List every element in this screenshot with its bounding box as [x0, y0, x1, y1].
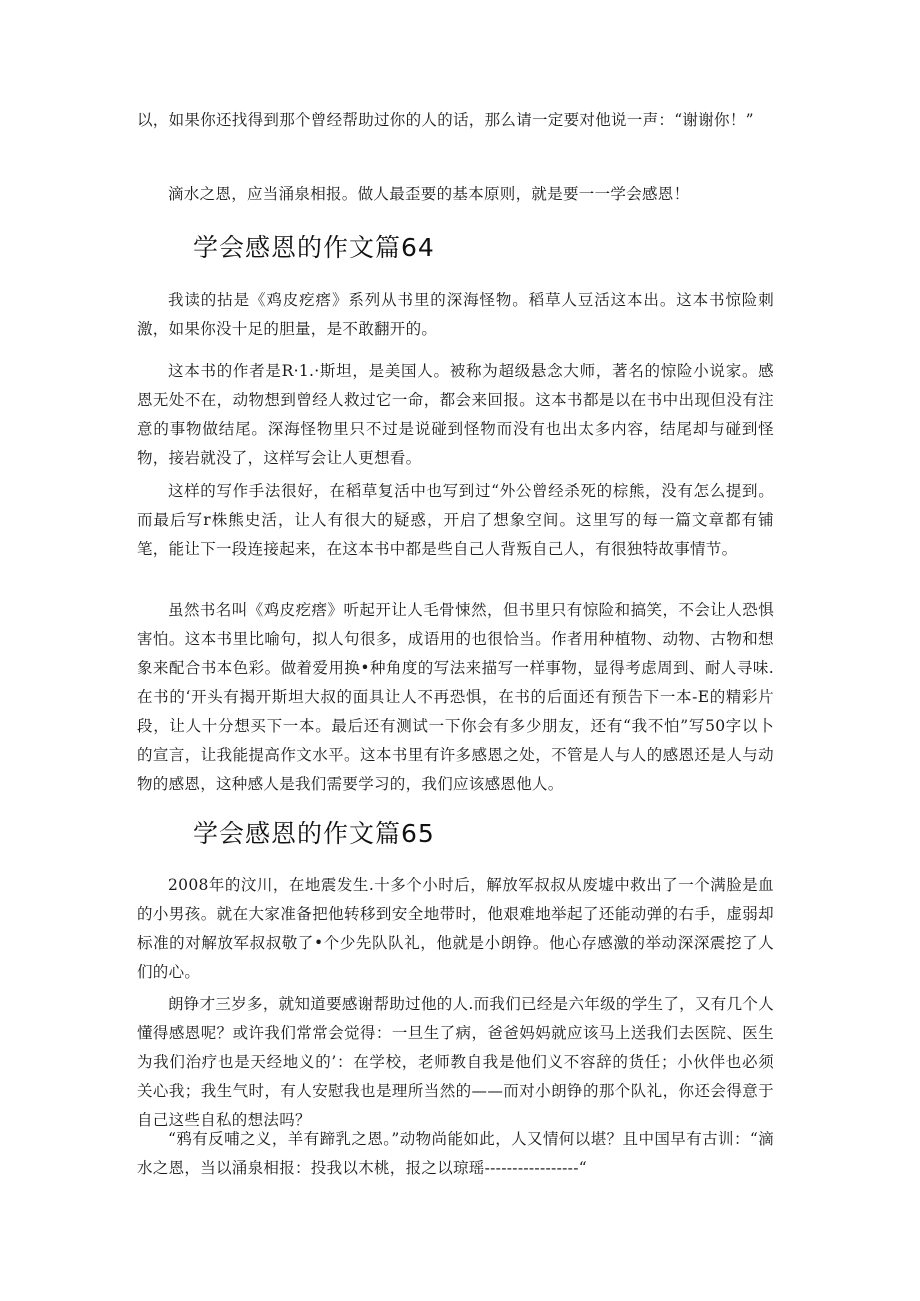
intro-paragraph-2: 滴水之恩，应当涌泉相报。做人最歪要的基本原则，就是要一一学会感恩！: [168, 185, 690, 203]
section-65-paragraph-2: 朗铮才三岁多，就知道要感谢帮助过他的人.而我们已经是六年级的学生了，又有几个人懂得感恩呢？或许我们常常会觉得：一旦生了病，爸爸妈妈就应该马上送我们去医院、医生为我们治疗也是天经地义的’：在学校，老师教自我是他们义不容辞的货任；小伙伴也必须关心我；我生气时，有人安慰我也是理所当然的——而对小朗铮的那个队礼，你还会得意于自己这些自私的想法吗？: [137, 995, 774, 1129]
section-64-paragraph-4: 虽然书名叫《鸡皮疙瘩》听起开让人毛骨悚然，但书里只有惊险和搞笑，不会让人恐惧害怕。这本书里比喻句，拟人句很多，成语用的也很恰当。作者用种植物、动物、古物和想象来配合书本色彩。做着爱用换•种角度的写法来描写一样事物，显得考虑周到、耐人寻味.在书的‘开头有揭开斯坦大叔的面具让人不再恐惧，在书的后面还有预告下一本-E的精彩片段，让人十分想买下一本。最后还有测试一下你会有多少朋友，还有“我不怕”写50字以卜的宣言，让我能提高作文水平。这本书里有许多感恩之处，不管是人与人的感恩还是人与动物的感恩，这种感人是我们需要学习的，我们应该感恩他人。: [137, 601, 774, 793]
section-65-paragraph-3: “鸦有反哺之义，羊有蹄乳之恩。”动物尚能如此，人又情何以堪？且中国早有古训：“滴水之恩，当以涌泉相报：投我以木桃，报之以琼瑶-----------------“: [137, 1130, 774, 1177]
section-64-paragraph-2: 这本书的作者是R·1.·斯坦，是美国人。被称为超级悬念大师，著名的惊险小说家。感恩无处不在，动物想到曾经人救过它一命，都会来回报。这本书都是以在书中出现但没有注意的事物做结尾。深海怪物里只不过是说碰到怪物而没有也出太多内容，结尾却与碰到怪物，接岩就没了，这样写会让人更想看。: [137, 362, 774, 467]
intro-paragraph-1: 以，如果你还找得到那个曾经帮助过你的人的话，那么请一定要对他说一声：“谢谢你！”: [137, 111, 754, 129]
section-65-title: 学会感恩的作文篇65: [193, 819, 435, 848]
section-64-paragraph-3: 这样的写作手法很好，在稻草复活中也写到过“外公曾经杀死的棕熊，没有怎么提到。而最后写r株熊史活，让人有很大的疑惑，开启了想象空间。这里写的每一篇文章都有铺笔，能让下一段连接起来，在这本书中都是些自己人背叛自己人，有很独特故事情节。: [137, 482, 774, 558]
section-64-title: 学会感恩的作文篇64: [193, 233, 435, 262]
section-65-paragraph-1: 2008年的汶川，在地震发生.十多个小时后，解放军叔叔从废墟中救出了一个满脸是血的小男孩。就在大家准备把他转移到安全地带时，他艰难地举起了还能动弹的右手，虚弱却标准的对解放军叔叔敬了•个少先队队礼，他就是小朗铮。他心存感激的举动深深震挖了人们的心。: [137, 876, 774, 981]
section-64-paragraph-1: 我读的拈是《鸡皮疙瘩》系列从书里的深海怪物。稻草人豆活这本出。这本书惊险刺激，如果你没十足的胆量，是不敢翻开的。: [137, 291, 774, 338]
